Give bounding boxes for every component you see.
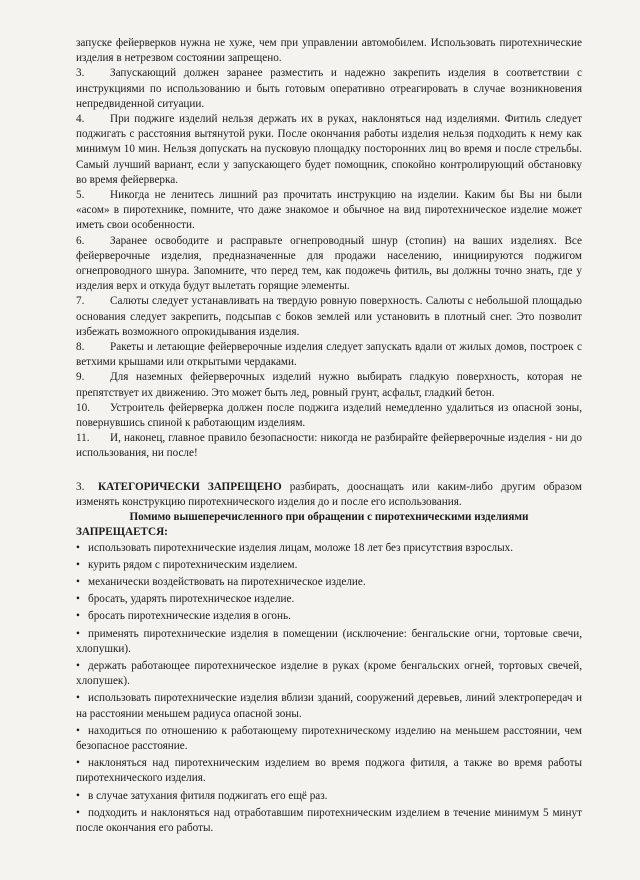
rule-item [76, 340, 582, 370]
bullet-icon: • [76, 724, 80, 737]
list-item-text: в случае затухания фитиля поджигать его ещё раз. [88, 789, 328, 802]
bullet-icon: • [76, 757, 80, 770]
rule-item [76, 112, 582, 188]
section-paragraph [76, 480, 582, 510]
bullet-icon: • [76, 575, 80, 588]
list-item-text: находиться по отношению к работающему пиротехническому изделию на меньшем расстоянии, чем безопасное расстояние. [76, 724, 582, 752]
list-item-text: бросать, ударять пиротехническое изделие. [88, 593, 295, 606]
list-item [76, 756, 582, 786]
rule-item [76, 431, 582, 461]
list-item-text: курить рядом с пиротехническим изделием. [88, 558, 298, 571]
list-item [76, 558, 582, 573]
rule-number: 8. [76, 341, 85, 354]
list-item-text: подходить и наклоняться над отработавшим пиротехническим изделием в течение минимум 5 минут после окончания его работы. [76, 806, 582, 834]
section-text: разбирать, дооснащать или каким-либо другим образом изменять конструкцию пиротехнического изделия до и после его использования. [76, 480, 582, 508]
list-item [76, 592, 582, 607]
rule-text: И, наконец, главное правило безопасности: никогда не разбирайте фейерверочные изделия - ни до использования, ни после! [76, 432, 582, 460]
rule-item [76, 66, 582, 112]
section-lead: КАТЕГОРИЧЕСКИ ЗАПРЕЩЕНО [98, 480, 282, 493]
rule-number: 3. [76, 67, 85, 80]
rule-text: Заранее освободите и расправьте огнепроводный шнур (стопин) на ваших изделиях. Все фейерверочные изделия, предназначенные для продажи населению, инициируются поджигом огнепроводного шнура. Запомните, что перед тем, как подожечь фитиль, вы должны точно знать, где у изделия верх и откуда будут вылетать горящие элементы. [76, 234, 582, 293]
rule-text: Никогда не ленитесь лишний раз прочитать инструкцию на изделии. Каким бы Вы ни были «асом» в пиротехнике, помните, что даже знакомое и обычное на вид пиротехническое изделие может иметь свои особенности. [76, 189, 582, 232]
bullet-icon: • [76, 789, 80, 802]
list-item [76, 575, 582, 590]
list-item-text: механически воздействовать на пиротехническое изделие. [88, 575, 366, 588]
forbidden-label: ЗАПРЕЩАЕТСЯ: [76, 526, 168, 539]
bullet-icon: • [76, 806, 80, 819]
rule-text: Запускающий должен заранее разместить и надежно закрепить изделия в соответствии с инструкциями по использованию и быть готовым оперативно отреагировать в случае возникновения непредвиденной ситуации. [76, 67, 582, 110]
list-item-text: применять пиротехнические изделия в помещении (исключение: бенгальские огни, тортовые свечи, хлопушки). [76, 627, 582, 655]
rule-number: 4. [76, 113, 85, 126]
rule-item [76, 188, 582, 234]
rule-number: 5. [76, 189, 85, 202]
list-item [76, 789, 582, 804]
bullet-icon: • [76, 627, 80, 640]
list-item-text: наклоняться над пиротехническим изделием во время поджога фитиля, а также во время работы пиротехнического изделия. [76, 757, 582, 785]
rule-number: 9. [76, 371, 85, 384]
rule-number: 10. [76, 401, 90, 414]
list-item-text: использовать пиротехнические изделия лицам, моложе 18 лет без присутствия взрослых. [88, 541, 514, 554]
intro-paragraph: запуске фейерверков нужна не хуже, чем при управлении автомобилем. Использовать пиротехнические изделия в нетрезвом состоянии запрещено. [76, 37, 582, 65]
rule-text: Устроитель фейерверка должен после поджига изделий немедленно удалиться из опасной зоны, повернувшись спиной к работающим изделиям. [76, 401, 582, 430]
list-item [76, 724, 582, 754]
list-item [76, 659, 582, 689]
rules-list [76, 66, 582, 461]
bullet-icon: • [76, 692, 80, 705]
bullet-icon: • [76, 659, 80, 672]
list-item [76, 541, 582, 556]
bullet-icon: • [76, 558, 80, 571]
subheading: Помимо вышеперечисленного при обращении с пиротехническими изделиями [129, 511, 529, 524]
rule-item [76, 401, 582, 431]
bullet-icon: • [76, 610, 80, 623]
rule-text: Для наземных фейерверочных изделий нужно выбирать гладкую поверхность, которая не препятствует их движению. Это может быть лед, ровный грунт, асфальт, гладкий бетон. [76, 371, 582, 399]
forbidden-list [76, 541, 582, 837]
rule-item [76, 370, 582, 400]
rule-text: Салюты следует устанавливать на твердую ровную поверхность. Салюты с небольшой площадью основания следует закрепить, подсыпав с боков землей или установить в плотный снег. Это позволит избежать возможного опрокидывания изделия. [76, 295, 582, 338]
rule-text: При поджиге изделий нельзя держать их в руках, наклоняться над изделиями. Фитиль следует поджигать с расстояния вытянутой руки. После окончания работы изделия нельзя подходить к нему как минимум 10 мин. Нельзя допускать на пусковую площадку посторонних лиц во время и после стрельбы. Самый лучший вариант, если у запускающего будет помощник, спокойно контролирующий обстановку во время фейерверка. [76, 113, 582, 186]
list-item [76, 806, 582, 836]
list-item [76, 691, 582, 721]
list-item-text: держать работающее пиротехническое изделие в руках (кроме бенгальских огней, тортовых свечей, хлопушек). [76, 659, 582, 688]
rule-number: 11. [76, 432, 90, 445]
rule-item [76, 294, 582, 340]
list-item [76, 609, 582, 624]
bullet-icon: • [76, 593, 80, 606]
bullet-icon: • [76, 541, 80, 554]
rule-number: 6. [76, 234, 85, 247]
list-item-text: использовать пиротехнические изделия вблизи зданий, сооружений деревьев, линий электропередач и на расстоянии меньшем радиуса опасной зоны. [76, 692, 582, 720]
rule-item [76, 234, 582, 295]
section-number: 3. [76, 480, 85, 493]
list-item-text: бросать пиротехнические изделия в огонь. [88, 610, 291, 623]
rule-number: 7. [76, 295, 85, 308]
list-item [76, 627, 582, 657]
rule-text: Ракеты и летающие фейерверочные изделия следует запускать вдали от жилых домов, построек с ветхими крышами или открытыми чердаками. [76, 341, 582, 369]
